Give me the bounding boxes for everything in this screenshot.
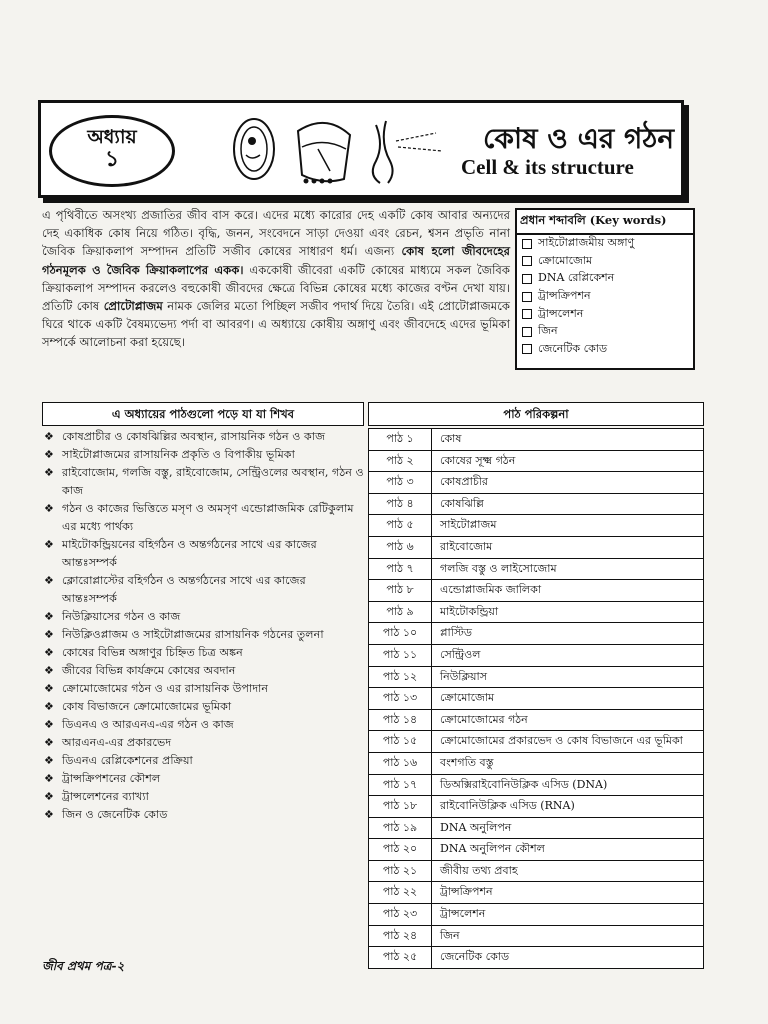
lesson-title: ডিঅক্সিরাইবোনিউক্লিক এসিড (DNA): [440, 777, 608, 791]
diamond-bullet-icon: ❖: [44, 448, 54, 461]
objective-item: [42, 500, 364, 536]
chapter-header: [38, 100, 684, 198]
lesson-title: কোষ: [440, 432, 462, 445]
keywords-list: [517, 235, 693, 358]
lesson-number: পাঠ ১৬: [369, 753, 432, 774]
checkbox-icon: [522, 309, 532, 319]
diamond-bullet-icon: ❖: [44, 538, 54, 551]
keyword-item: [517, 235, 693, 253]
lesson-row: [369, 731, 703, 753]
lesson-number: পাঠ ৭: [369, 559, 432, 580]
keyword-label: সাইটোপ্লাজমীয় অঙ্গাণু: [538, 236, 635, 250]
keyword-item: [517, 270, 693, 288]
lesson-number: পাঠ ৪: [369, 494, 432, 515]
intro-text-1: এ পৃথিবীতে অসংখ্য প্রজাতির জীব বাস করে। এদের মধ্যে কারোর দেহ একটি কোষ আবার অন্যদের দেহ একাধিক কোষ নিয়ে গঠিত। বৃদ্ধি, জনন, সংবেদনে সাড়া দেওয়া এবং রেচন, শ্বসন প্রভৃতি নানা জৈবিক ক্রিয়াকলাপ সম্পাদন প্রতিটি সজীব কোষের সাধারণ ধর্ম। এজন্য: [42, 208, 510, 259]
lesson-number: পাঠ ১৩: [369, 688, 432, 709]
objective-text: কোষপ্রাচীর ও কোষঝিল্লির অবস্থান, রাসায়নিক গঠন ও কাজ: [62, 430, 326, 443]
objective-text: কোষের বিভিন্ন অঙ্গাণুর চিহ্নিত চিত্র অঙ্কন: [62, 646, 243, 659]
diamond-bullet-icon: ❖: [44, 502, 54, 515]
diamond-bullet-icon: ❖: [44, 574, 54, 587]
lesson-number: পাঠ ৩: [369, 472, 432, 493]
diamond-bullet-icon: ❖: [44, 682, 54, 695]
lesson-title: কোষঝিল্লি: [440, 496, 484, 510]
lesson-title: জীবীয় তথ্য প্রবাহ: [440, 863, 518, 877]
keyword-label: DNA রেপ্লিকেশন: [538, 271, 615, 285]
intro-bold-2: প্রোটোপ্লাজম: [103, 299, 163, 314]
chapter-title-bn: কোষ ও এর গঠন: [483, 122, 675, 155]
objective-text: নিউক্লিওপ্লাজম ও সাইটোপ্লাজমের রাসায়নিক গঠনের তুলনা: [62, 628, 324, 641]
checkbox-icon: [522, 292, 532, 302]
lesson-title: DNA অনুলিপন: [440, 820, 512, 834]
objective-item: [42, 734, 364, 752]
lesson-plan-header: পাঠ পরিকল্পনা: [368, 402, 704, 426]
lesson-row: [369, 645, 703, 667]
objective-item: [42, 716, 364, 734]
objective-text: ট্রান্সক্রিপশনের কৌশল: [62, 772, 161, 785]
lesson-number: পাঠ ৮: [369, 580, 432, 601]
lesson-number: পাঠ ১০: [369, 623, 432, 644]
lesson-row: [369, 667, 703, 689]
objective-item: [42, 788, 364, 806]
lesson-number: পাঠ ২৩: [369, 904, 432, 925]
lesson-row: [369, 494, 703, 516]
lesson-number: পাঠ ২০: [369, 839, 432, 860]
lesson-title: কোষের সূক্ষ্ম গঠন: [440, 453, 516, 467]
lesson-number: পাঠ ১১: [369, 645, 432, 666]
objective-item: [42, 626, 364, 644]
objective-text: ডিএনএ ও আরএনএ-এর গঠন ও কাজ: [62, 718, 234, 731]
lesson-number: পাঠ ৬: [369, 537, 432, 558]
keyword-label: ট্রান্সলেশন: [538, 306, 584, 320]
checkbox-icon: [522, 256, 532, 266]
objective-text: সাইটোপ্লাজমের রাসায়নিক প্রকৃতি ও বিপাকীয় ভূমিকা: [62, 448, 295, 461]
objective-text: ট্রান্সলেশনের ব্যাখ্যা: [62, 790, 149, 803]
diamond-bullet-icon: ❖: [44, 736, 54, 749]
lesson-title: ক্রোমোজোম: [440, 691, 495, 705]
keyword-item: [517, 341, 693, 359]
objective-text: ক্রোমোজোমের গঠন ও এর রাসায়নিক উপাদান: [62, 682, 269, 695]
lesson-row: [369, 451, 703, 473]
lesson-row: [369, 559, 703, 581]
diamond-bullet-icon: ❖: [44, 790, 54, 803]
lesson-title: রাইবোজোম: [440, 539, 493, 553]
checkbox-icon: [522, 344, 532, 354]
objective-text: জিন ও জেনেটিক কোড: [62, 808, 168, 821]
lesson-title: সাইটোপ্লাজম: [440, 518, 497, 532]
diamond-bullet-icon: ❖: [44, 754, 54, 767]
objective-item: [42, 680, 364, 698]
lesson-row: [369, 537, 703, 559]
lesson-row: [369, 861, 703, 883]
diamond-bullet-icon: ❖: [44, 700, 54, 713]
lesson-number: পাঠ ১৭: [369, 775, 432, 796]
diamond-bullet-icon: ❖: [44, 808, 54, 821]
lesson-row: [369, 602, 703, 624]
intro-text-3: নামক জেলির মতো পিচ্ছিল সজীব পদার্থ দিয়ে তৈরি। এই প্রোটোপ্লাজমকে ঘিরে থাকে একটি বৈষম্যভেদ্য পর্দা বা আবরণ। এ অধ্যায়ে কোষীয় অঙ্গাণু এবং জীবদেহে এদের ভূমিকা সম্পর্কে আলোচনা করা হয়েছে।: [42, 299, 511, 350]
objective-text: ক্লোরোপ্লাস্টের বহির্গঠন ও অন্তর্গঠনের সাথে এর কাজের আন্তঃসম্পর্ক: [62, 574, 306, 605]
lesson-row: [369, 882, 703, 904]
objective-item: [42, 536, 364, 572]
objectives-header: এ অধ্যায়ের পাঠগুলো পড়ে যা যা শিখব: [42, 402, 364, 426]
lesson-plan-table: [368, 428, 704, 969]
lesson-title: ক্রোমোজোমের প্রকারভেদ ও কোষ বিভাজনে এর ভূমিকা: [440, 734, 683, 748]
lesson-row: [369, 904, 703, 926]
lesson-row: [369, 753, 703, 775]
keyword-label: ক্রোমোজোম: [538, 253, 593, 267]
lesson-number: পাঠ ১৮: [369, 796, 432, 817]
objective-item: [42, 572, 364, 608]
keywords-title: প্রধান শব্দাবলি (Key words): [517, 210, 693, 235]
lesson-number: পাঠ ১৯: [369, 818, 432, 839]
lesson-row: [369, 580, 703, 602]
diamond-bullet-icon: ❖: [44, 772, 54, 785]
keyword-label: জিন: [538, 324, 558, 338]
checkbox-icon: [522, 239, 532, 249]
objective-item: [42, 644, 364, 662]
lesson-number: পাঠ ৯: [369, 602, 432, 623]
keyword-item: [517, 323, 693, 341]
cell-illustration: [226, 111, 466, 187]
objective-item: [42, 662, 364, 680]
objective-item: [42, 608, 364, 626]
chapter-badge: [49, 115, 175, 187]
objective-text: নিউক্লিয়াসের গঠন ও কাজ: [62, 610, 181, 623]
objective-item: [42, 446, 364, 464]
intro-paragraph: [42, 206, 510, 352]
lesson-row: [369, 472, 703, 494]
lesson-row: [369, 688, 703, 710]
lesson-title: জিন: [440, 928, 460, 942]
lesson-number: পাঠ ২৫: [369, 947, 432, 968]
lesson-row: [369, 947, 703, 968]
objective-item: [42, 698, 364, 716]
objective-text: রাইবোজোম, গলজি বস্তু, রাইবোজোম, সেন্ট্রিওলের অবস্থান, গঠন ও কাজ: [62, 466, 364, 497]
objective-text: গঠন ও কাজের ভিত্তিতে মসৃণ ও অমসৃণ এন্ডোপ্লাজমিক রেটিকুলাম এর মধ্যে পার্থক্য: [62, 502, 354, 533]
lesson-title: ট্রান্সলেশন: [440, 907, 486, 921]
lesson-row: [369, 775, 703, 797]
lesson-row: [369, 839, 703, 861]
objective-item: [42, 428, 364, 446]
lesson-title: রাইবোনিউক্লিক এসিড (RNA): [440, 799, 575, 813]
lesson-row: [369, 515, 703, 537]
lesson-row: [369, 926, 703, 948]
lesson-row: [369, 623, 703, 645]
keyword-label: ট্রান্সক্রিপশন: [538, 289, 591, 303]
chapter-title-en: Cell & its structure: [461, 155, 634, 179]
diamond-bullet-icon: ❖: [44, 628, 54, 641]
lesson-number: পাঠ ১: [369, 429, 432, 450]
lesson-title: সেন্ট্রিওল: [440, 647, 481, 661]
diamond-bullet-icon: ❖: [44, 646, 54, 659]
objective-text: ডিএনএ রেপ্লিকেশনের প্রক্রিয়া: [62, 754, 193, 767]
objective-item: [42, 464, 364, 500]
lesson-title: DNA অনুলিপন কৌশল: [440, 842, 545, 856]
diamond-bullet-icon: ❖: [44, 610, 54, 623]
keyword-item: [517, 253, 693, 271]
keywords-box: [515, 208, 695, 370]
page-footer: জীব প্রথম পত্র-২: [42, 959, 125, 973]
objectives-list: [42, 428, 364, 824]
lesson-number: পাঠ ১৪: [369, 710, 432, 731]
lesson-number: পাঠ ২১: [369, 861, 432, 882]
intro-bold-1: কোষ হলো জীবদেহের গঠনমূলক ও জৈবিক ক্রিয়াকলাপের একক।: [42, 244, 510, 277]
objective-text: আরএনএ-এর প্রকারভেদ: [62, 736, 172, 749]
lesson-number: পাঠ ১৫: [369, 731, 432, 752]
lesson-number: পাঠ ২৪: [369, 926, 432, 947]
diamond-bullet-icon: ❖: [44, 718, 54, 731]
objective-item: [42, 770, 364, 788]
lesson-title: বংশগতি বস্তু: [440, 755, 494, 769]
diamond-bullet-icon: ❖: [44, 664, 54, 677]
lesson-title: মাইটোকন্ড্রিয়া: [440, 604, 499, 618]
lesson-title: কোষপ্রাচীর: [440, 475, 488, 489]
checkbox-icon: [522, 274, 532, 284]
keyword-label: জেনেটিক কোড: [538, 341, 608, 355]
objective-text: মাইটোকন্ড্রিয়নের বহির্গঠন ও অন্তর্গঠনের সাথে এর কাজের আন্তঃসম্পর্ক: [62, 538, 317, 569]
lesson-row: [369, 818, 703, 840]
diamond-bullet-icon: ❖: [44, 466, 54, 479]
lesson-title: গলজি বস্তু ও লাইসোজোম: [440, 561, 557, 575]
keyword-item: [517, 288, 693, 306]
lesson-row: [369, 429, 703, 451]
intro-text-2: এককোষী জীবেরা একটি কোষের মাধ্যমে সকল জৈবিক ক্রিয়াকলাপ সম্পাদন করলেও বহুকোষী জীবদের ক্ষেত্রে বিভিন্ন কোষের মধ্যে কাজের বণ্টন দেখা যায়। প্রতিটি কোষ: [42, 262, 510, 314]
lesson-title: নিউক্লিয়াস: [440, 669, 487, 683]
lesson-title: এন্ডোপ্লাজমিক জালিকা: [440, 583, 542, 597]
objective-item: [42, 806, 364, 824]
chapter-number: ১: [104, 147, 120, 172]
chapter-word: অধ্যায়: [87, 126, 137, 148]
lesson-title: প্লাস্টিড: [440, 626, 472, 640]
lesson-number: পাঠ ৫: [369, 515, 432, 536]
lesson-number: পাঠ ১২: [369, 667, 432, 688]
lesson-row: [369, 796, 703, 818]
diamond-bullet-icon: ❖: [44, 430, 54, 443]
lesson-number: পাঠ ২২: [369, 882, 432, 903]
lesson-title: জেনেটিক কোড: [440, 950, 510, 964]
objective-item: [42, 752, 364, 770]
objective-text: কোষ বিভাজনে ক্রোমোজোমের ভূমিকা: [62, 700, 232, 713]
lesson-number: পাঠ ২: [369, 451, 432, 472]
objective-text: জীবের বিভিন্ন কার্যক্রমে কোষের অবদান: [62, 664, 236, 677]
keyword-item: [517, 305, 693, 323]
lesson-title: ক্রোমোজোমের গঠন: [440, 712, 528, 726]
checkbox-icon: [522, 327, 532, 337]
lesson-row: [369, 710, 703, 732]
lesson-title: ট্রান্সক্রিপশন: [440, 885, 493, 899]
